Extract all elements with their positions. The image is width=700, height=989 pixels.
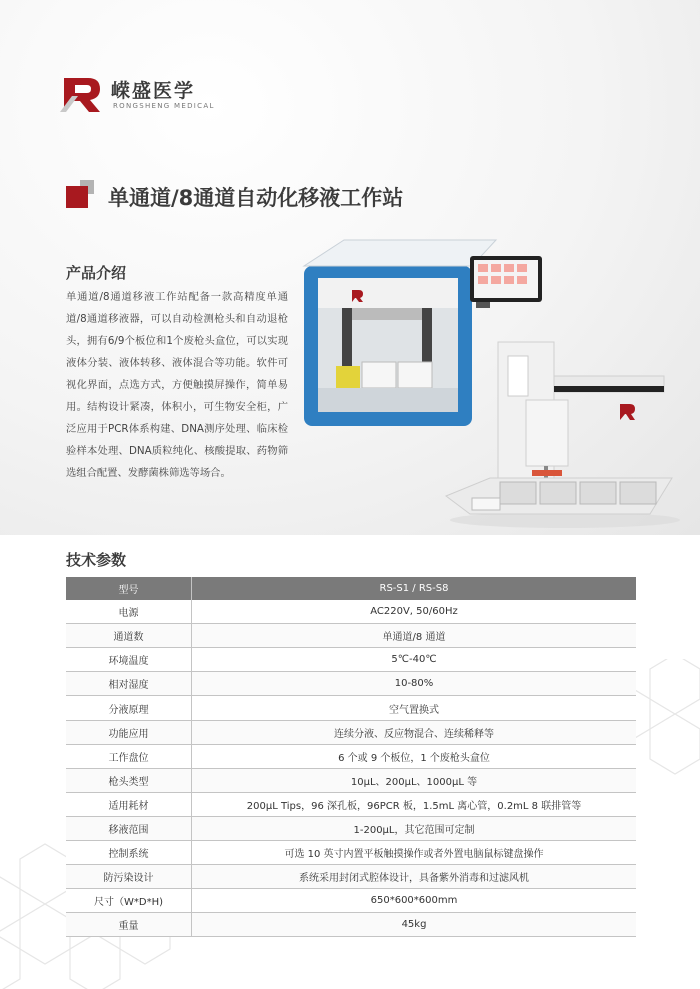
rongsheng-logo-icon: [58, 74, 104, 114]
spec-value: AC220V, 50/60Hz: [192, 600, 637, 624]
spec-key: 环境温度: [66, 648, 192, 672]
spec-key: 防污染设计: [66, 865, 192, 889]
spec-row: [66, 720, 636, 744]
intro-heading: 产品介绍: [66, 264, 127, 282]
spec-key: 适用耗材: [66, 792, 192, 816]
spec-value: 200μL Tips，96 深孔板，96PCR 板，1.5mL 离心管，0.2mL 8 联排管等: [192, 792, 637, 816]
product-image: [300, 238, 690, 538]
spec-header-key: 型号: [66, 577, 192, 600]
spec-key: 移液范围: [66, 816, 192, 840]
spec-value: 10μL、200μL、1000μL 等: [192, 768, 637, 792]
spec-row: [66, 889, 636, 913]
spec-key: 功能应用: [66, 720, 192, 744]
brand-name-cn: 嵘盛医学: [111, 80, 196, 102]
spec-key: 尺寸（W*D*H): [66, 889, 192, 913]
brand-logo: [58, 72, 215, 116]
spec-key: 分液原理: [66, 696, 192, 720]
spec-value: 6 个或 9 个板位，1 个废枪头盒位: [192, 744, 637, 768]
spec-key: 相对湿度: [66, 672, 192, 696]
open-workstation-illustration: [446, 342, 672, 514]
spec-value: 1-200μL，其它范围可定制: [192, 816, 637, 840]
spec-row: [66, 768, 636, 792]
spec-row: [66, 600, 636, 624]
spec-value: 连续分液、反应物混合、连续稀释等: [192, 720, 637, 744]
spec-row: [66, 841, 636, 865]
spec-row: [66, 792, 636, 816]
page-title: 单通道/8通道自动化移液工作站: [108, 186, 404, 210]
spec-value: 10-80%: [192, 672, 637, 696]
spec-row: [66, 913, 636, 937]
spec-row: [66, 672, 636, 696]
spec-key: 通道数: [66, 624, 192, 648]
spec-key: 重量: [66, 913, 192, 937]
spec-value: 45kg: [192, 913, 637, 937]
spec-row: [66, 865, 636, 889]
title-decoration-red: [66, 186, 88, 208]
spec-key: 电源: [66, 600, 192, 624]
spec-value: 650*600*600mm: [192, 889, 637, 913]
spec-value: 5℃-40℃: [192, 648, 637, 672]
spec-row: [66, 696, 636, 720]
spec-row: [66, 648, 636, 672]
spec-header-value: RS-S1 / RS-S8: [192, 577, 637, 600]
intro-paragraph: 单通道/8通道移液工作站配备一款高精度单通道/8通道移液器，可以自动检测枪头和自动退枪头，拥有6/9个板位和1个废枪头盒位，可以实现液体分装、液体转移、液体混合等功能。软件可视化界面，点选方式，方便触摸屏操作，简单易用。结构设计紧凑，体积小，可生物安全柜，广泛应用于PCR体系构建、DNA测序处理、临床检验样本处理、DNA质粒纯化、核酸提取、药物筛选组合配置、发酵菌株筛选等场合。: [66, 291, 288, 479]
spec-row: [66, 816, 636, 840]
spec-table-header: [66, 577, 636, 600]
spec-value: 单通道/8 通道: [192, 624, 637, 648]
spec-key: 工作盘位: [66, 744, 192, 768]
spec-value: 系统采用封闭式腔体设计，具备紫外消毒和过滤风机: [192, 865, 637, 889]
spec-table: [66, 577, 636, 937]
spec-value: 可选 10 英寸内置平板触摸操作或者外置电脑鼠标键盘操作: [192, 841, 637, 865]
spec-row: [66, 744, 636, 768]
specs-heading: 技术参数: [66, 551, 127, 569]
spec-row: [66, 624, 636, 648]
spec-value: 空气置换式: [192, 696, 637, 720]
spec-key: 控制系统: [66, 841, 192, 865]
brand-name-en: RONGSHENG MEDICAL: [113, 102, 215, 110]
spec-key: 枪头类型: [66, 768, 192, 792]
